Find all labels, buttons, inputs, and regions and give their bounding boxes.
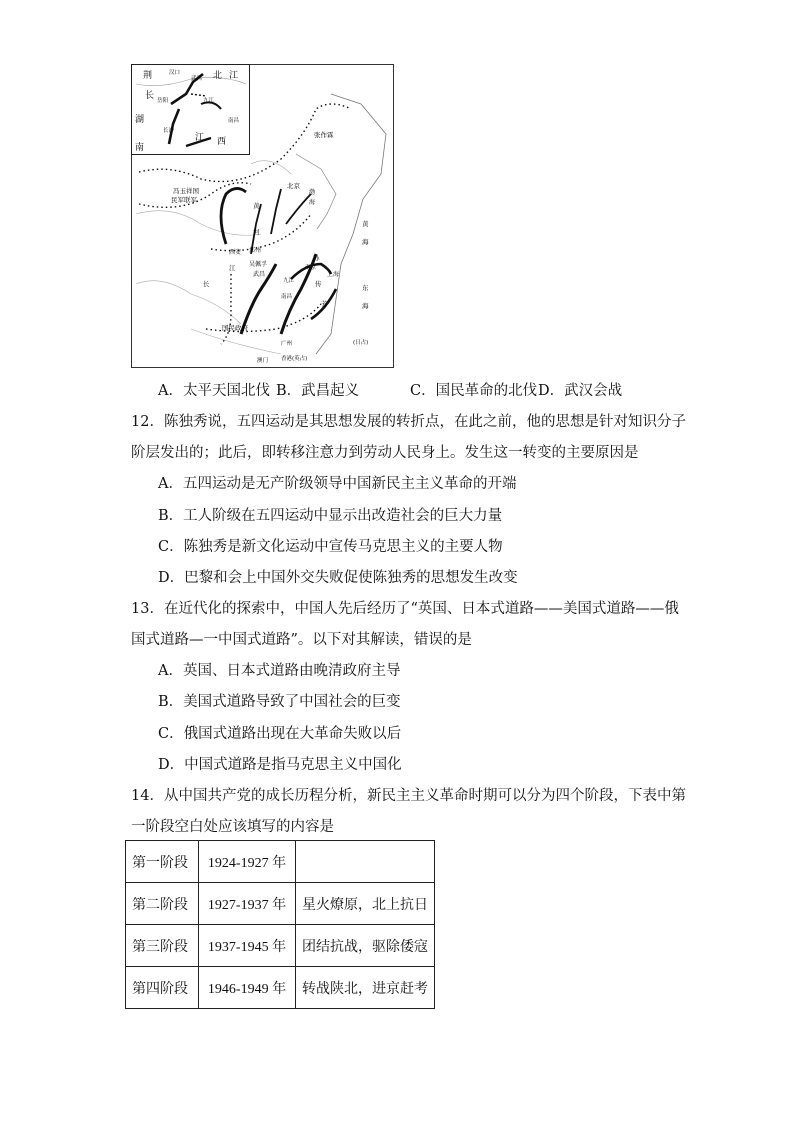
q12-stem-line-2: 阶层发出的；此后，即转移注意力到劳动人民身上。发生这一转变的主要原因是 xyxy=(131,445,639,461)
map-label-yueyang: 岳阳 xyxy=(157,98,169,104)
map-label-riben: (日占) xyxy=(353,340,369,346)
q12-option-c[interactable]: C．陈独秀是新文化运动中宣传马克思主义的主要人物 xyxy=(158,539,503,555)
map-label-fengyuxiang-1: 冯玉祥国 xyxy=(173,187,199,195)
northern-expedition-map xyxy=(131,64,394,368)
map-label-nan: 南 xyxy=(135,143,145,153)
table-row xyxy=(126,967,435,1009)
map-label-huanghai-2: 海 xyxy=(362,238,369,246)
table-cell-years: 1927-1937 年 xyxy=(199,883,296,925)
map-label-jing: 荆 xyxy=(143,71,153,81)
map-label-wupeifu: 吴佩孚 xyxy=(249,261,268,268)
map-label-donghai-1: 东 xyxy=(362,284,369,292)
map-label-hu: 湖 xyxy=(135,115,145,125)
map-label-xian: 西安 xyxy=(229,249,242,256)
map-label-aomen: 澳门 xyxy=(257,358,269,364)
table-row xyxy=(126,925,435,967)
map-label-bohai-1: 渤 xyxy=(309,189,316,196)
q14-stem-line-1: 14．从中国共产党的成长历程分析，新民主主义革命时期可以分为四个阶段，下表中第 xyxy=(131,788,686,804)
q13-option-c[interactable]: C．俄国式道路出现在大革命失败以后 xyxy=(158,726,402,742)
map-label-xi: 西 xyxy=(217,137,227,147)
map-label-fang: 芳 xyxy=(321,300,328,308)
table-cell-content: 团结抗战，驱除倭寇 xyxy=(296,925,435,967)
map-label-beijing: 北京 xyxy=(287,182,300,190)
q11-option-b[interactable]: B．武昌起义 xyxy=(276,383,360,399)
map-label-bohai-2: 海 xyxy=(309,199,316,206)
table-row xyxy=(126,841,435,883)
map-label-chuan: 传 xyxy=(315,280,322,288)
q11-option-c[interactable]: C．国民革命的北伐 xyxy=(410,383,538,399)
q13-option-d[interactable]: D．中国式道路是指马克思主义中国化 xyxy=(158,757,402,773)
map-label-changsha: 长沙 xyxy=(163,128,175,134)
map-label-huanghai-1: 黄 xyxy=(362,220,369,228)
q12-option-d[interactable]: D．巴黎和会上中国外交失败促使陈独秀的思想发生改变 xyxy=(158,570,518,586)
q12-option-b[interactable]: B．工人阶级在五四运动中显示出改造社会的巨大力量 xyxy=(158,508,503,524)
table-cell-years: 1946-1949 年 xyxy=(199,967,296,1009)
map-label-bei: 北 xyxy=(213,71,223,81)
map-label-huang: 黄 xyxy=(253,202,260,210)
map-label-jiang-inset: 江 xyxy=(195,133,205,143)
map-label-shanghai: 上海 xyxy=(327,271,340,278)
q13-stem-line-2: 国式道路—一中国式道路”。以下对其解读，错误的是 xyxy=(131,632,472,648)
map-label-zhangzuolin: 张作霖 xyxy=(314,131,334,139)
map-label-guominzhengfu: 国民政府 xyxy=(222,324,248,332)
q14-stem-line-2: 一阶段空白处应该填写的内容是 xyxy=(131,819,334,835)
table-cell-stage: 第二阶段 xyxy=(126,883,199,925)
map-label-he: 河 xyxy=(253,228,260,236)
q12-option-a[interactable]: A．五四运动是无产阶级领导中国新民主主义革命的开端 xyxy=(158,476,517,492)
map-label-zhengzhou: 郑州 xyxy=(249,247,262,254)
map-label-wuchang-main: 武昌 xyxy=(253,271,266,278)
map-label-jiujiang-main: 九江 xyxy=(283,278,295,284)
table-cell-content: 转战陕北，进京赶考 xyxy=(296,967,435,1009)
table-cell-years: 1937-1945 年 xyxy=(199,925,296,967)
table-cell-stage: 第四阶段 xyxy=(126,967,199,1009)
table-cell-content: 星火燎原，北上抗日 xyxy=(296,883,435,925)
table-cell-stage: 第三阶段 xyxy=(126,925,199,967)
table-cell-blank xyxy=(296,841,435,883)
map-label-xianggang: 香港(英占) xyxy=(281,356,308,362)
map-label-jiang-2: 江 xyxy=(229,264,236,272)
map-label-guangzhou: 广州 xyxy=(281,341,293,347)
q11-option-a[interactable]: A．太平天国北伐 xyxy=(158,383,270,399)
q13-option-b[interactable]: B．美国式道路导致了中国社会的巨变 xyxy=(158,694,401,710)
stage-table xyxy=(125,840,435,1009)
map-label-hankou: 汉口 xyxy=(169,70,181,76)
map-label-fengyuxiang-2: 民军联军 xyxy=(171,196,197,204)
map-label-chang: 长 xyxy=(145,91,155,101)
map-label-chang-2: 长 xyxy=(203,280,210,288)
q13-option-a[interactable]: A．英国、日本式道路由晚清政府主导 xyxy=(158,663,401,679)
q12-stem-line-1: 12．陈独秀说，五四运动是其思想发展的转折点，在此之前，他的思想是针对知识分子 xyxy=(131,414,686,430)
map-label-wuchang: 武昌 xyxy=(191,76,203,82)
table-row xyxy=(126,883,435,925)
map-label-nanchang: 南昌 xyxy=(281,294,293,300)
q13-stem-line-1: 13．在近代化的探索中，中国人先后经历了“英国、日本式道路——美国式道路——俄 xyxy=(131,601,679,617)
map-label-nanjing: 南京 xyxy=(305,265,317,271)
map-label-jiang-top: 江 xyxy=(229,71,239,81)
map-label-jiujiang: 九江 xyxy=(203,98,215,104)
map-label-donghai-2: 海 xyxy=(362,302,369,310)
map-label-nanchang-inset: 南昌 xyxy=(228,118,240,124)
table-cell-years: 1924-1927 年 xyxy=(199,841,296,883)
q11-option-d[interactable]: D．武汉会战 xyxy=(538,383,623,399)
table-cell-stage: 第一阶段 xyxy=(126,841,199,883)
map-label-sun: 孙 xyxy=(313,254,320,262)
